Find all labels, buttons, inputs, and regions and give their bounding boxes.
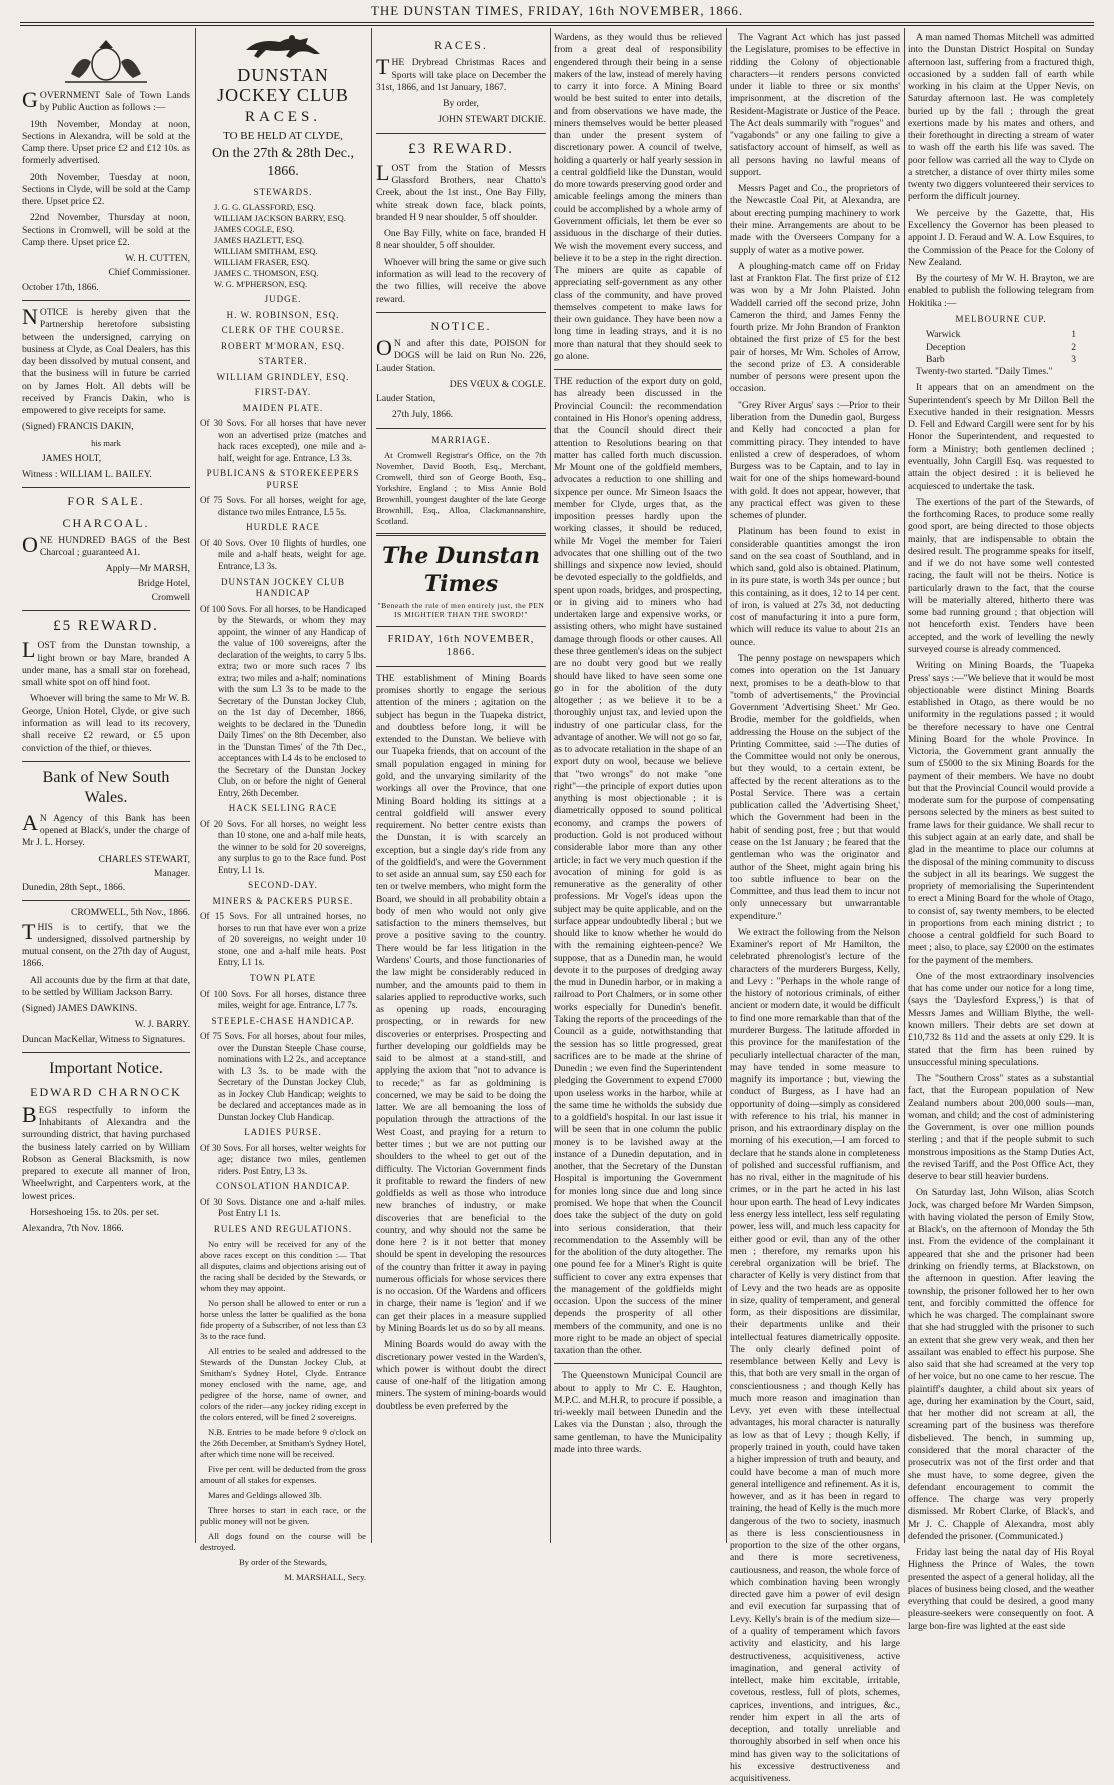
steward-name: WILLIAM SMITHAM, ESQ. [214,246,318,257]
race-description: Of 75 Sovs. For all horses, weight for age, distance two miles Entrance, L5 5s. [200,495,366,517]
by-order: By order, [443,98,479,110]
news-item: Twenty-two started. "Daily Times." [916,366,1053,378]
column-4 [554,32,722,1537]
rule-text: Five per cent. will be deducted from the gross amount of all stakes for expenses. [200,1464,366,1486]
notice-mark: his mark [91,437,121,448]
divider [376,428,546,429]
race-heading: HURDLE RACE [246,522,320,533]
divider [376,533,546,536]
cup-horse: Warwick [926,329,961,341]
judge-name: H. W. ROBINSON, ESQ. [226,309,340,320]
race-heading: DUNSTAN JOCKEY CLUB HANDICAP [221,576,345,599]
charcoal-apply: Apply—Mr MARSH, [105,563,190,575]
day-heading: FIRST-DAY. [254,387,312,398]
cup-horse: Barb [926,353,945,365]
drybread-races-heading: RACES. [434,38,488,52]
divider [22,300,190,301]
bank-signer: CHARLES STEWART, [98,853,190,865]
column-2 [200,32,366,1583]
for-sale-heading: FOR SALE. [67,494,145,509]
column-6 [908,32,1094,1632]
news-item: It appears that on an amendment on the Superintendent's speech by Mr Dillon Bell the Executive handed in their resignation. Messrs D. Fell and Edward Cargill were sent for by his Honor the Superintendent, and requested to form a Ministry; both gentlemen declined ; eventually, John Cargill Esq. was requested to attain the object desired : it is believed he acquiesced to undertake the task. [908,382,1094,492]
marriage-text: At Cromwell Registrar's Office, on the 7th November, David Booth, Esq., Merchant, Cromwell, third son of George Booth, Esq., Yorkshire, England ; to Miss Annie Bold Brownhill, youngest daughter of the late George Brownhill, Esq., Alloa, Clackmannanshire, Scotland. [376,450,546,527]
rule-text: Mares and Geldings allowed 3lb. [208,1490,322,1501]
charcoal-ad: ONE HUNDRED BAGS of the Best Charcoal ; guaranteed A1. [22,531,190,559]
gov-sale-signer: W. H. CUTTEN, [125,253,190,265]
cup-place: 2 [1071,341,1076,353]
race-description: Of 30 Sovs. Distance one and a-half miles. Post Entry L1 1s. [200,1196,366,1219]
gov-sale-signer-title: Chief Commissioner. [108,267,190,279]
drybread-races-text: THE Drybread Christmas Races and Sports will take place on December the 31st, 1866, and 1st January, 1867. [376,54,546,93]
steward-name: JAMES COGLE, ESQ. [214,224,295,235]
race-description: Of 30 Sovs. For all horses that have never won an advertised prize (matches and hack races excepted), one mile and a-half, weight for age. Entrance, L3 3s. [200,418,366,463]
gov-sale-text: 20th November, Tuesday at noon, Sections in Clyde, will be sold at the Camp there. Upset price £2. [22,171,190,208]
news-item: A ploughing-match came off on Friday last at Frankton Flat. The first prize of £12 was won by a Mr John Plaisted. John Waddell carried off the second prize, John Cameron the third, and James Fenny the fourth prize. Mr John Brandon of Frankton obtained the first prize of £5 for the best pair of horses, Mr Wm. Scholes of Arrow, the second prize of £3. A considerable number of persons were present upon the occasion. [730,260,900,395]
judge-heading: JUDGE. [264,294,302,305]
news-item: The Vagrant Act which has just passed the Legislature, promises to be effective in ridding the Colony of objectionable characters—it renders persons convicted under it liable to three or six months' imprisonment, at the discretion of the Resident-Magistrate or Justice of the Peace. The Act deals summarily with "rogues" and "vagabonds" or any one failing to give a satisfactory account of himself, as well as all persons having no lawful means of support. [730,32,900,178]
news-item: A man named Thomas Mitchell was admitted into the Dunstan District Hospital on Sunday afternoon last, suffering from a fractured thigh, occasioned by a sudden fall of earth while working in his claim at the Upper Nevis, on Saturday afternoon last. He was completely buried up by the fall ; through the great exertions made by his mates and others, and their forethought in directing a stream of water to wash off the earth his life was saved. The poor fellow was carried all the way to Clyde on a stretcher, a distance of over thirty miles some twenty two diggers volunteered their services to perform the difficult journey. [908,32,1094,203]
order-line: By order of the Stewards, [238,1557,328,1568]
masthead-rule-double [20,25,1094,26]
race-heading: CONSOLATION HANDICAP. [215,1181,350,1192]
editorial-text: Wardens, as they would thus be relieved from a great deal of responsibility engendered through their being in a sense makers of the law, instead of merely having to carry it into force. A Mining Board would be best suited to enter into details, and from observations we have made, the miners themselves would be better pleased than under the present system of discretionary power. A council of twelve, holding a quarterly or half yearly session in a central goldfield like the Dunstan, would do more towards preserving good order and amicable feelings among the miners than could be accomplished by a whole army of Government officials, let them be ever so assiduous in the discharge of their duties. We wish the movement every success, and believe it to be a step in the right direction. The miners are quite as capable of appreciating self-government as any other class of the community, and have proved themselves competent to make laws for their own guidance. They have been now a long time in leading strays, and it is no more than natural that they should seek to go alone. [554,32,722,362]
day-heading: SECOND-DAY. [248,880,318,891]
reward-heading: £3 REWARD. [408,140,514,157]
divider [22,1052,190,1053]
race-description: Of 20 Sovs. For all horses, no weight less than 10 stone, one and a-half mile heats, the winner to be sold for 20 sovereigns, any surplus to go to the Race fund. Post Entry, L1 1s. [200,818,366,875]
race-description: Of 40 Sovs. Over 10 flights of hurdles, one mile and a-half heats, weight for age. Entrance, L3 3s. [200,537,366,571]
gov-sale-intro: GOVERNMENT Sale of Town Lands by Public Auction as follows :— [22,87,190,114]
news-item: We extract the following from the Nelson Examiner's report of Mr Hamilton, the celebrated phrenologist's lecture of the characters of the murderers Burgess, Kelly, and Levy : "Perhaps in the whole range of the history of notorious criminals, of either ancient or modern date, it would be difficult to find one more remarkable than that of the murderer Burgess. The latitude afforded in this province for the manifestation of the peculiarly intellectual character of the man, may have tended in some measure to magnify its importance ; but, viewing the conduct of Burgess, as I have had an opportunity of doing—simply as considered with reference to his trial, his manner in prison, and his extraordinary display on the morning of his execution,—I am forced to declare that he stands alone in completeness of polished and successful ruffianism, and has no rival, either in the magnitude of his crimes, or in the part he acted in his last hour upon earth. The head of Levy indicates less energy less intellect, less self regulating power, less will, and much less capacity for either good or evil, than any of the other men ; therefore, my remarks upon his cerebral organization will be brief. The character of Kelly is very distinct from that of Levy and the two heads are as opposite in size, quality of temperament, and general form, as their dispositions are dissimilar, their departments unlike and their intellectual features diametrically opposite. The only clearly defined point of resemblance between Kelly and Levy is this, that both are very small in the organ of conscientiousness ; and though Kelly has much more reason and imagination than Levy, yet even with these intellectual advantages, his moral character is naturally as low as that of Levy ; though Kelly, if properly trained in youth, could have taken a higher impression of truth and beauty, and could have become a man of much more general intelligence and refinement. As it is, however, and as it has been in regard to training, the head of Kelly is the much more dangerous of the two to society, inasmuch as there is less conscientiousness in proportion to the size of the other organs, and there is more secretiveness, cautiousness, and reason, the whole force of which combination having been wrongly directed gave him a power of evil design and evil execution far surpassing that of Levy. Kelly's brain is of the medium size—of a quality of temperament which favors activity and elasticity, and his large destructiveness, acquisitiveness, active imagination, and general activity of intellect, make him excitable, irritable, covetous, restless, full of plots, schemes, caprices, inventions, and intrigues, &c., render him expert in all the arts of deception, and totally unreliable and thoroughly absorbed in self when once his mind has given way to the solicitations of his excessive destructiveness and acquisitiveness. [730,926,900,1785]
rule-text: Three horses to start in each race, or the public money will not be given. [200,1505,366,1527]
news-item: The exertions of the part of the Stewards, of the forthcoming Races, to produce some really good sport, are being directed to those objects mainly, that are indispensable to obtain the desired result. The programme speaks for itself, and if we do not have some well contested racing, the fault will not be theirs. Notice is particularly drawn to the fact, that the course will be materially altered, hitherto there was some bad running ground ; that objection will not henceforth exist. Tenders have been accepted, and the work of levelling the newly surveyed course is already commenced. [908,496,1094,655]
rule-text: All dogs found on the course will be destroyed. [200,1531,366,1553]
column-3 [376,32,546,1537]
reward-text: LOST from the Dunstan township, a light brown or bay Mare, branded A under mane, has a small star on forehead, small white spot on off hind foot. [22,637,190,689]
notice-date: 27th July, 1866. [392,409,454,421]
notice-heading: NOTICE. [430,318,492,333]
steward-name: JAMES C. THOMSON, ESQ. [214,268,319,279]
divider [376,312,546,313]
race-description: Of 75 Sovs. For all horses, about four miles, over the Dunstan Steeple Chase course, nominations with L2 2s., and acceptance with L3 3s. to be made with the Secretary of the Dunstan Jockey Club, as in Jockey Club Handicap; weights to be declared and acceptances made as in Dunstan Jockey Club Handicap. [200,1031,366,1122]
cup-result-row [926,342,1076,354]
divider [22,761,190,762]
reward-heading: £5 REWARD. [53,618,159,635]
news-item: The penny postage on newspapers which comes into operation on the 1st January next, promises to be a death-blow to that "tomb of advertisements," the Provincial Government 'Advertising Sheet.' Mr Geo. Brodie, member for the goldfields, when addressing the House on the subject of the Printing Committee, said :—The duties of the Committee would not only be onerous, but they would, to a certain extent, be affected by the recent alterations as to the Postal Service. There was a certain publication called the 'Advertising Sheet,' which the Government had been in the habit of sending post, free ; but that would cease on the 1st January ; he feared that the gentleman who was the originator and author of the Sheet, might again bring his too subtle influence to bear on the Committee, and thus lead them to incur not only unnecessary but unwarrantable expenditure." [730,653,900,922]
column-divider [371,28,372,1543]
cromwell-witness: Duncan MacKellar, Witness to Signatures. [22,1033,186,1045]
steward-name: W. G. M'PHERSON, ESQ. [214,279,308,290]
paper-dateline: FRIDAY, 16th NOVEMBER, 1866. [387,634,535,659]
news-item: Messrs Paget and Co., the proprietors of the Newcastle Coal Pit, at Alexandra, are about erecting pumping machinery to work their mine. Arrangements are about to be made with the Overseers Company for a supply of water as a motive power. [730,183,900,256]
masthead-rule [20,22,1094,23]
race-heading: MINERS & PACKERS PURSE. [212,895,354,906]
races-dates: On the 27th & 28th Dec., 1866. [212,145,354,179]
race-description: Of 15 Sovs. For all untrained horses, no horses to run that have ever won a prize of 20 sovereigns, no weight under 10 stone, one and a-half mile heats. Post Entry, L1 1s. [200,911,366,968]
cromwell-text: THIS is to certify, that we the undersigned, dissolved partnership by mutual consent, on the 27th day of August, 1866. [22,918,190,970]
rule-text: All entries to be sealed and addressed to the Stewards of the Dunstan Jockey Club, at Smitham's Sydney Hotel, Clyde. Entrance money enclosed with the name, age, and pedigree of the horse, name of owner, and colors of the rider—any jockey riding except in the colors entered, will be fined 2 sovereigns. [200,1346,366,1423]
notice-place: Lauder Station, [376,393,436,405]
clerk-heading: CLERK OF THE COURSE. [221,325,345,336]
jockey-club-title: DUNSTAN JOCKEY CLUB [217,65,349,105]
starter-name: WILLIAM GRINDLEY, ESQ. [216,371,350,382]
notice-signed: JAMES HOLT, [42,452,102,464]
steward-name: J. G. G. GLASSFORD, ESQ. [214,202,316,213]
column-divider [726,28,727,1543]
charcoal-address: Bridge Hotel, [137,577,190,589]
gov-sale-date: October 17th, 1866. [22,281,99,293]
races-title: RACES. [244,108,322,125]
gov-sale-text: 22nd November, Thursday at noon, Sections in Cromwell, will be sold at the Camp there. Upset price £2. [22,212,190,248]
cup-result-row [926,354,1076,366]
masthead: THE DUNSTAN TIMES, FRIDAY, 16th NOVEMBER, 1866. [370,3,744,18]
important-heading: Important Notice. [49,1059,163,1077]
race-heading: LADIES PURSE. [244,1127,322,1138]
divider [22,610,190,611]
charcoal-address: Cromwell [151,591,190,603]
important-name: EDWARD CHARNOCK [30,1085,182,1100]
race-heading: MAIDEN PLATE. [242,402,324,413]
news-item: "Grey River Argus' says :—Prior to their liberation from the Dunedin gaol, Burgess and Kelly had concocted a plan for committing piracy. They intended to have enlisted a crew of desperadoes, of whom Burgess was to be Captain, and to lay in wait for one of the ships homeward-bound with gold. It does not appear, however, that any practical effect was given to these schemes of plunder. [730,399,900,522]
cup-result-row [926,329,1076,341]
divider [376,626,546,627]
column-divider [904,28,905,1543]
poison-notice: ON and after this date, POISON for DOGS will be laid on Run No. 226, Lauder Station. [376,335,546,374]
starter-heading: STARTER. [258,356,308,367]
race-heading: STEEPLE-CHASE HANDICAP. [211,1015,355,1026]
bank-heading: Bank of New South Wales. [42,768,170,807]
news-item: We perceive by the Gazette, that, His Excellency the Governor has been pleased to appoint J. D. Feraud and W. A. Low Esquires, to the Commission of the Peace for the Colony of New Zealand. [908,207,1094,268]
race-description: Of 100 Sovs. For all horses, to be Handicaped by the Stewards, or whom they may appoint, the winner of any Handicap of the value of 100 sovereigns, after the declaration of the weights, to carry 5 lbs. extra; two or more such races 7 lbs extra; two miles and a-half; nominations with the sum L3 3s to be made to the Secretary of the Dunstan Jockey Club, on the 1st day of December, 1866, weights to be declared in the 'Dunedin Daily Times' on the 8th December, also in the 'Dunstan Times' of the 7th Dec., acceptances with L4 4s to be enclosed to the Secretary of the Dunstan Jockey Club, on or before the night of General Entry, 26th December. [200,603,366,798]
race-description: Of 100 Sovs. For all horses, distance three miles, weight for age. Entrance, L7 7s. [200,988,366,1011]
rules-heading: RULES AND REGULATIONS. [213,1223,353,1234]
news-item: Platinum has been found to exist in considerable quantities amongst the iron sand on the sea coast of Southland, and in which sand, gold also is obtained. Platinum, in its pure state, is worth 34s per ounce ; but this containing, as it does, 12 to 14 per cent. of iron, is valued at 27s 3d, not deducting cost of manufacturing it into a pure form, which will reduce its value to about 21s an ounce. [730,526,900,648]
important-price: Horseshoeing 15s. to 20s. per set. [30,1206,159,1218]
reward-text: LOST from the Station of Messrs Glassford Brothers, near Chatto's Creek, about the 1st inst., One Bay Filly, white streak down face, black points, branded H 9 near shoulder, 5 off shoulder. [376,159,546,223]
races-location: TO BE HELD AT CLYDE, [223,129,343,142]
cup-place: 3 [1071,353,1076,365]
news-item: One of the most extraordinary insolvencies that has come under our notice for a long time, (says the 'Daylesford Express,') is that of Messrs James and William Blythe, the well-known millers. Their debts are set down at £10,732 8s 11d and the assets at only £29. It is stated that the firm has been ruined by unsuccessful mining speculations. [908,970,1094,1068]
rule-text: N.B. Entries to be made before 9 o'clock on the 26th December, at Smitham's Sydney Hotel, after which time none will be received. [200,1427,366,1460]
column-1 [22,32,190,1537]
divider [554,369,722,370]
editorial-text: Mining Boards would do away with the discretionary power vested in the Warden's, which power is without doubt the direct cause of one-half of the litigation among miners. The system of mining-boards would doubtless be even preferred by the [376,1339,546,1412]
reward-text: Whoever will bring the same to Mr W. B. George, Union Hotel, Clyde, or give such information as will lead to its recovery, shall receive £2 reward, or £5 upon conviction of the thief, or thieves. [22,693,190,754]
divider [554,1363,722,1364]
steward-name: WILLIAM FRASER, ESQ. [214,257,310,268]
news-item: Friday last being the natal day of His Royal Highness the Prince of Wales, the town presented the aspect of a general holiday, all the places of business being closed, and the weather everything that could be desired, a good many pleasure-seekers were consequently on foot. A large bon-fire was lighted at the east side [908,1547,1094,1632]
bank-title: Manager. [154,867,190,879]
column-divider [195,28,196,1543]
partnership-notice: NOTICE is hereby given that the Partnership heretofore subsisting between the undersigned, carrying on business at Clyde, as Coal Dealers, has this day been dissolved by mutual consent, and that the business will in future be carried on by James Holt. All debts will be received by Francis Dakin, who is empowered to give receipts for same. [22,303,190,417]
paper-motto: "Beneath the rule of men entirely just, the PEN IS MIGHTIER THAN THE SWORD!" [377,600,545,620]
reward-text: Whoever will bring the same or give such information as will lead to the recovery of the two fillies, will receive the above reward. [376,256,546,305]
race-heading: PUBLICANS & STOREKEEPERS PURSE [206,468,360,490]
important-date: Alexandra, 7th Nov. 1866. [22,1223,124,1235]
stewards-heading: STEWARDS. [253,186,313,197]
cup-place: 1 [1071,329,1076,341]
cromwell-signed: W. J. BARRY. [134,1019,190,1031]
divider [376,666,546,667]
divider [22,900,190,901]
column-5 [730,32,900,1785]
important-text: BEGS respectfully to inform the Inhabitants of Alexandra and the surrounding district, that having purchased the business lately carried on by William Robson as General Blacksmith, is now prepared to execute all manner of Iron, Wheelwright, and Carpenters work, at the lowest prices. [22,1101,190,1202]
editorial-text: THE establishment of Mining Boards promises shortly to engage the serious attention of the miners ; agitation on the subject has begun in the Tuapeka district, and doubtless before long, it will be extended to the Dunstan. We believe with our Tuapeka friends, that on account of the small population engaged in mining for gold, and the unvarying similarity of the workings all over the Province, that one Mining Board holding its sittings at a central goldfield will answer every requirement. No better centre exists than the Dunstan, it is with scarcely an exception, but a single day's ride from any of the goldfield's, and were the Government to set aside an annual sum, say £50 each for ten or twelve members, who might form the Board, we should in all probability obtain a body of men who would not only give satisfaction to the miners themselves, but prove a positive saving to the country. There would be far less litigation in the Wardens' Courts, and those functionaries of the law might be considerably reduced in number, and the amounts paid to them in salaries applied to reproductive works, such as opening up roads, encouraging prospecting, or in rewards for new discoveries or enterprises. Prospecting and further developing our goldfields may be said to be almost at a stand-still, and applying the axiom that "not to advance is to recede;" as far as goldmining is concerned, we may be said to be doing the latter. We are all bemoaning the loss of population through the attractions of the West Coast, and praying for a return to better times ; but we are not putting our shoulders to the wheel to get out of the difficulty. The Victorian Government finds it profitable to reward the finders of new goldfields as well as those who introduce new branches of industry, or make discoveries that are beneficial to the country, and why should not the same be done here ? is it not better that money should be spent in developing the resources of the country than fritter it away in paying numerous officials for whose services there is no occasion. Of the Wardens and officers in charge, their name is 'legion' and if we can get their places in a measure supplied by Mining Boards let us do so by all means. [376,672,546,1334]
races-signer: JOHN STEWART DICKIE. [438,114,546,126]
secretary-name: M. MARSHALL, Secy. [284,1572,366,1583]
racehorse-icon [228,32,338,62]
cup-horse: Deception [926,341,966,353]
cromwell-text: All accounts due by the firm at that date, to be settled by William Jackson Barry. [22,974,190,998]
rule-text: No entry will be received for any of the above races except on this condition :— That all disputes, claims and objections arising out of the racing shall be decided by the Stewards, or whom they may appoint. [200,1239,366,1294]
news-item: On Saturday last, John Wilson, alias Scotch Jock, was charged before Mr Warden Simpson, with having violated the person of Emily Stow, at Black's, on the afternoon of Monday the 5th inst. From the evidence of the complainant it appeared that she and the prisoner had been drinking on friendly terms, at Blackstown, on the afternoon in question. After leaving the township, the prisoner followed her to her own tent, and forcibly committed the offence for which he was charged. The complainant swore that she had struggled with the prisoner to such an extent that she grew very weak, and then her assailant was enabled to effect his purpose. She also said that she had screamed at the very top of her voice, but no one came to her rescue. The plaintiff's daughter, a child about six years of age, during her examination by the Court, said, that her mother did not scream at all, the screaming part of the business was therefore disbelieved. The bench, in summing up, considered that the moral character of the prosecutrix was not of the first order and that she must have, to some degree, given the defendant encouragement to commit the offence. The charge was very properly dismissed. Mr Robert Clarke, of Black's, and Mr J. C. Chapple of Alexandra, most ably defended the prisoner. (Communicated.) [908,1187,1094,1542]
rule-text: No person shall be allowed to enter or run a horse unless the latter be qualified as the bona fide property of a Subscriber, of not less than £3 3s to the race fund. [200,1298,366,1342]
bank-text: AN Agency of this Bank has been opened at Black's, under the charge of Mr J. L. Horsey. [22,809,190,849]
clerk-name: ROBERT M'MORAN, ESQ. [221,340,345,351]
cromwell-date: CROMWELL, 5th Nov., 1866. [70,907,190,919]
race-heading: HACK SELLING RACE [228,803,338,814]
news-item: By the courtesy of Mr W. H. Brayton, we are enabled to publish the following telegram from Hokitika :— [908,273,1094,309]
race-heading: TOWN PLATE [249,973,317,983]
notice-signer: DES VŒUX & COGLE. [449,378,546,390]
notice-witness: Witness : WILLIAM L. BAILEY. [22,468,152,480]
race-description: Of 30 Sovs. For all horses, welter weights for age; distance two miles, gentlemen riders. Post Entry, L3 3s. [200,1142,366,1176]
news-item: The Queenstown Municipal Council are about to apply to Mr C. E. Haughton, M.P.C. and M.H.R, to procure if possible, a tri-weekly mail between Dunedin and the Lakes via the Dunstan ; also, through the same gentleman, to have the Municipality made into three wards. [554,1370,722,1456]
reward-text: One Bay Filly, white on face, branded H 8 near shoulder, 5 off shoulder. [376,228,546,252]
marriage-heading: MARRIAGE. [431,434,491,445]
cromwell-signed: (Signed) JAMES DAWKINS. [22,1003,138,1015]
royal-crest-icon [51,34,161,86]
news-item: Writing on Mining Boards, the 'Tuapeka Press' says :—"We believe that it would be most objectionable were distinct Mining Boards established in Otago, as there would be no uniformity in the regulations passed ; it would be therefore necessary to have one Central Mining Board for the whole Province. In Victoria, the Government grant annually the sum of £5000 to the six Mining Boards for the payment of their members. We have no doubt but that the Provincial Council would provide a moderate sum for the purpose of compensating persons selected by the miners as best suited to frame laws for their guidance. We shall recur to this subject again at an early date, and shall be glad in the meantime to place our columns at the disposal of the mining community to discuss the subject in all its bearings. We suggest the propriety of memorialising the Superintendent to erect a Mining Board for the whole of Otago, to consist of, say twenty members, to be elected in proportions from each mining district ; to choose a central goldfield for such Board to meet ; also, to place, say £2000 on the estimates for the payment of the members. [908,660,1094,966]
gov-sale-text: 19th November, Monday at noon, Sections in Alexandra, will be sold at the Camp there. Upset price £2 and £12 10s. as formerly advertised. [22,118,190,167]
news-item: The "Southern Cross" states as a substantial fact, that the European population of New Zealand numbers about 200,000 souls—man, woman, and child; and the cost of administering the Government, is over one million pounds sterling ; and that if the people submit to such monstrous impositions as the Stamp Duties Act, the revised Tariff, and the Post Office Act, they deserve to bear still heavier burdens. [908,1073,1094,1183]
column-divider [550,28,551,1543]
melbourne-cup-heading: MELBOURNE CUP. [955,313,1047,324]
steward-name: JAMES HAZLETT, ESQ. [214,235,305,246]
editorial-text: THE reduction of the export duty on gold, has already been discussed in the Provincial Council: the recommendation contained in His Honor's opening address, that the Council should direct their attention to Resolutions bearing on that matter has called forth much discussion. Mr Mount one of the goldfield members, advocates a reduction to one shilling and sixpence per ounce. Mr Simeon Isaacs the member for Clyde, urges that, as the imposition presses hardly upon the working classes, it should be reduced, while Mr Vogel the member for Taieri advocates that one shilling out of the two shillings and sixpence now levied, should be devoted especially to the goldfields, and spent upon roads, bridges, and prospecting, or in giving aid to miners who had undertaken large and expensive works, or assisting others, who might have sustained damage through floods or other causes. All these three gentlemen's ideas on the subject are no doubt very good but we really should have liked to have seen some one go in for the abolition of the duty altogether ; as we believe it to be a thoroughly unjust tax, and levied upon the industry of one particular class, for the advantage of another. We will not go so far, as to advocate retaliation in the shape of an export duty on wool, because we believe that "two wrongs" do not make "one right"—the principle of export duties upon anything is most objectionable ; it is diametrically opposed to sound political economy, and cramps the powers of production. Gold is not produced without considerable labor more than any other article; in fact we very much question if the avocation of mining for gold is as remunerative as the generality of other professions. Mr Vogel's ideas upon the subject may be quite applicable, and on the surface appear undoubtedly liberal ; but we should like to know whether he would do with the remaining eighteen-pence? We suppose, that as a Dunedin man, he would devote it to the purposes of dredging away the mud in Dunedin harbor, or in making a railroad to Port Chalmers, or in some other works especially for Dunedin's benefit. Taking the reports of the proceedings of the Council as a guide, notwithstanding that the session has so little progressed, great sacrifices are to be made at the shrine of Dunedin ; we even find the Superintendent pledging the Government to expend £7000 upon useless works in the harbor, while at the same time he witholds the subsidy due to a goldfield's hospital. In our last issue it will be seen that in one column the public money is to be lavished away at the instance of a Dunedin deputation, and in another, that the Secretary of the Dunstan Hospital is importuning the Government for monies long since due and long since promised. We hope that when the Council does take the subject of the duty on gold into serious consideration, that their recommendation to the Assembly will be for the abolition of the duty altogether. The one pound fee for a Miner's Right is quite sufficient to cover any extra expenses that the management of the goldfields might occasion. Upon the success of the miner depends the prosperity of all other members of the community, and one is no more right to be made an object of special taxation than the other. [554,376,722,1357]
paper-title: The Dunstan Times [382,543,540,598]
notice-signed: (Signed) FRANCIS DAKIN, [22,421,134,433]
divider [22,487,190,488]
steward-name: WILLIAM JACKSON BARRY, ESQ. [214,213,346,224]
for-sale-subheading: CHARCOAL. [62,515,150,530]
bank-date: Dunedin, 28th Sept., 1866. [22,882,126,894]
divider [376,133,546,134]
